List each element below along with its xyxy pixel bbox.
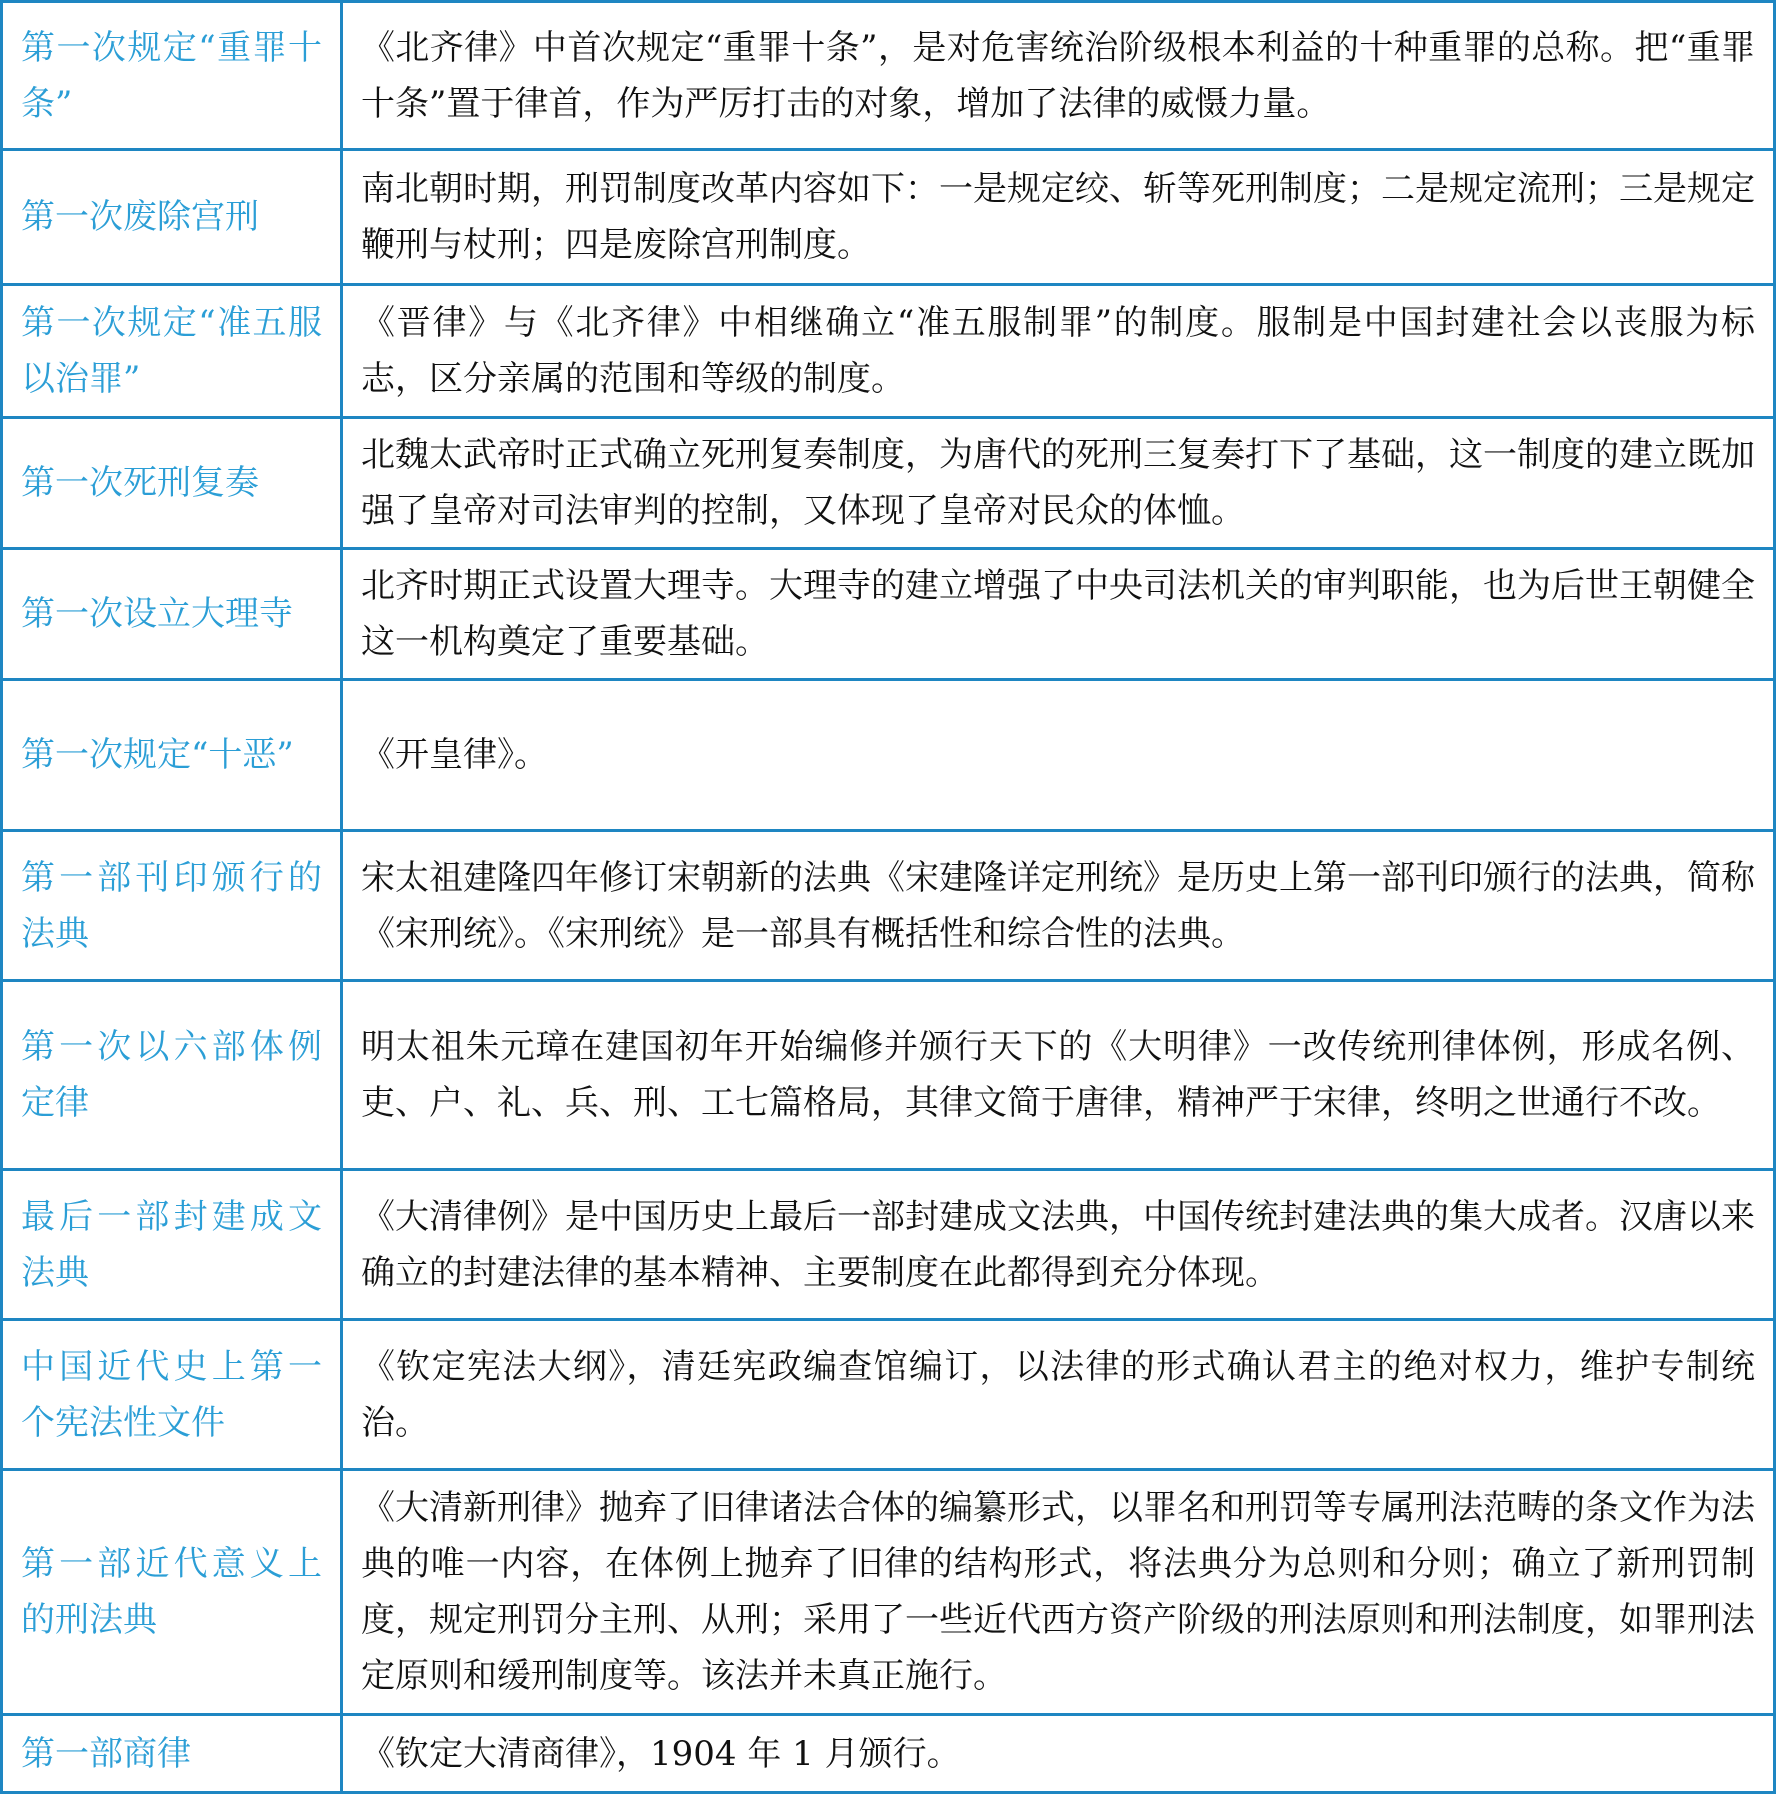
row-term: 第一次规定“准五服以治罪” [2,285,342,418]
table-row [2,981,1775,1170]
table-row [2,1470,1775,1715]
row-description: 南北朝时期，刑罚制度改革内容如下：一是规定绞、斩等死刑制度；二是规定流刑；三是规定鞭刑与杖刑；四是废除宫刑制度。 [342,150,1775,285]
row-description: 《晋律》与《北齐律》中相继确立“准五服制罪”的制度。服制是中国封建社会以丧服为标志，区分亲属的范围和等级的制度。 [342,285,1775,418]
row-description: 《钦定宪法大纲》，清廷宪政编查馆编订，以法律的形式确认君主的绝对权力，维护专制统治。 [342,1320,1775,1470]
row-term: 第一部刊印颁行的法典 [2,831,342,981]
row-description: 《大清新刑律》抛弃了旧律诸法合体的编纂形式，以罪名和刑罚等专属刑法范畴的条文作为法典的唯一内容，在体例上抛弃了旧律的结构形式，将法典分为总则和分则；确立了新刑罚制度，规定刑罚分主刑、从刑；采用了一些近代西方资产阶级的刑法原则和刑法制度，如罪刑法定原则和缓刑制度等。该法并未真正施行。 [342,1470,1775,1715]
table-row [2,285,1775,418]
row-term: 第一部近代意义上的刑法典 [2,1470,342,1715]
table-row [2,418,1775,549]
row-description: 《开皇律》。 [342,680,1775,831]
row-term: 第一次规定“重罪十条” [2,2,342,150]
row-description: 宋太祖建隆四年修订宋朝新的法典《宋建隆详定刑统》是历史上第一部刊印颁行的法典，简称《宋刑统》。《宋刑统》是一部具有概括性和综合性的法典。 [342,831,1775,981]
table-row [2,680,1775,831]
row-term: 第一次设立大理寺 [2,549,342,680]
row-description: 《钦定大清商律》，1904 年 1 月颁行。 [342,1715,1775,1793]
row-term: 第一部商律 [2,1715,342,1793]
row-term: 中国近代史上第一个宪法性文件 [2,1320,342,1470]
table-row [2,1320,1775,1470]
table-row [2,831,1775,981]
row-description: 《大清律例》是中国历史上最后一部封建成文法典，中国传统封建法典的集大成者。汉唐以来确立的封建法律的基本精神、主要制度在此都得到充分体现。 [342,1170,1775,1320]
row-term: 第一次以六部体例定律 [2,981,342,1170]
row-term: 第一次废除宫刑 [2,150,342,285]
row-description: 北魏太武帝时正式确立死刑复奏制度，为唐代的死刑三复奏打下了基础，这一制度的建立既加强了皇帝对司法审判的控制，又体现了皇帝对民众的体恤。 [342,418,1775,549]
table-row [2,1715,1775,1793]
row-term: 第一次死刑复奏 [2,418,342,549]
row-description: 北齐时期正式设置大理寺。大理寺的建立增强了中央司法机关的审判职能，也为后世王朝健全这一机构奠定了重要基础。 [342,549,1775,680]
table-row [2,1170,1775,1320]
row-description: 明太祖朱元璋在建国初年开始编修并颁行天下的《大明律》一改传统刑律体例，形成名例、吏、户、礼、兵、刑、工七篇格局，其律文简于唐律，精神严于宋律，终明之世通行不改。 [342,981,1775,1170]
row-term: 最后一部封建成文法典 [2,1170,342,1320]
row-description: 《北齐律》中首次规定“重罪十条”，是对危害统治阶级根本利益的十种重罪的总称。把“重罪十条”置于律首，作为严厉打击的对象，增加了法律的威慑力量。 [342,2,1775,150]
table-row [2,150,1775,285]
table-row [2,549,1775,680]
row-term: 第一次规定“十恶” [2,680,342,831]
table-row [2,2,1775,150]
